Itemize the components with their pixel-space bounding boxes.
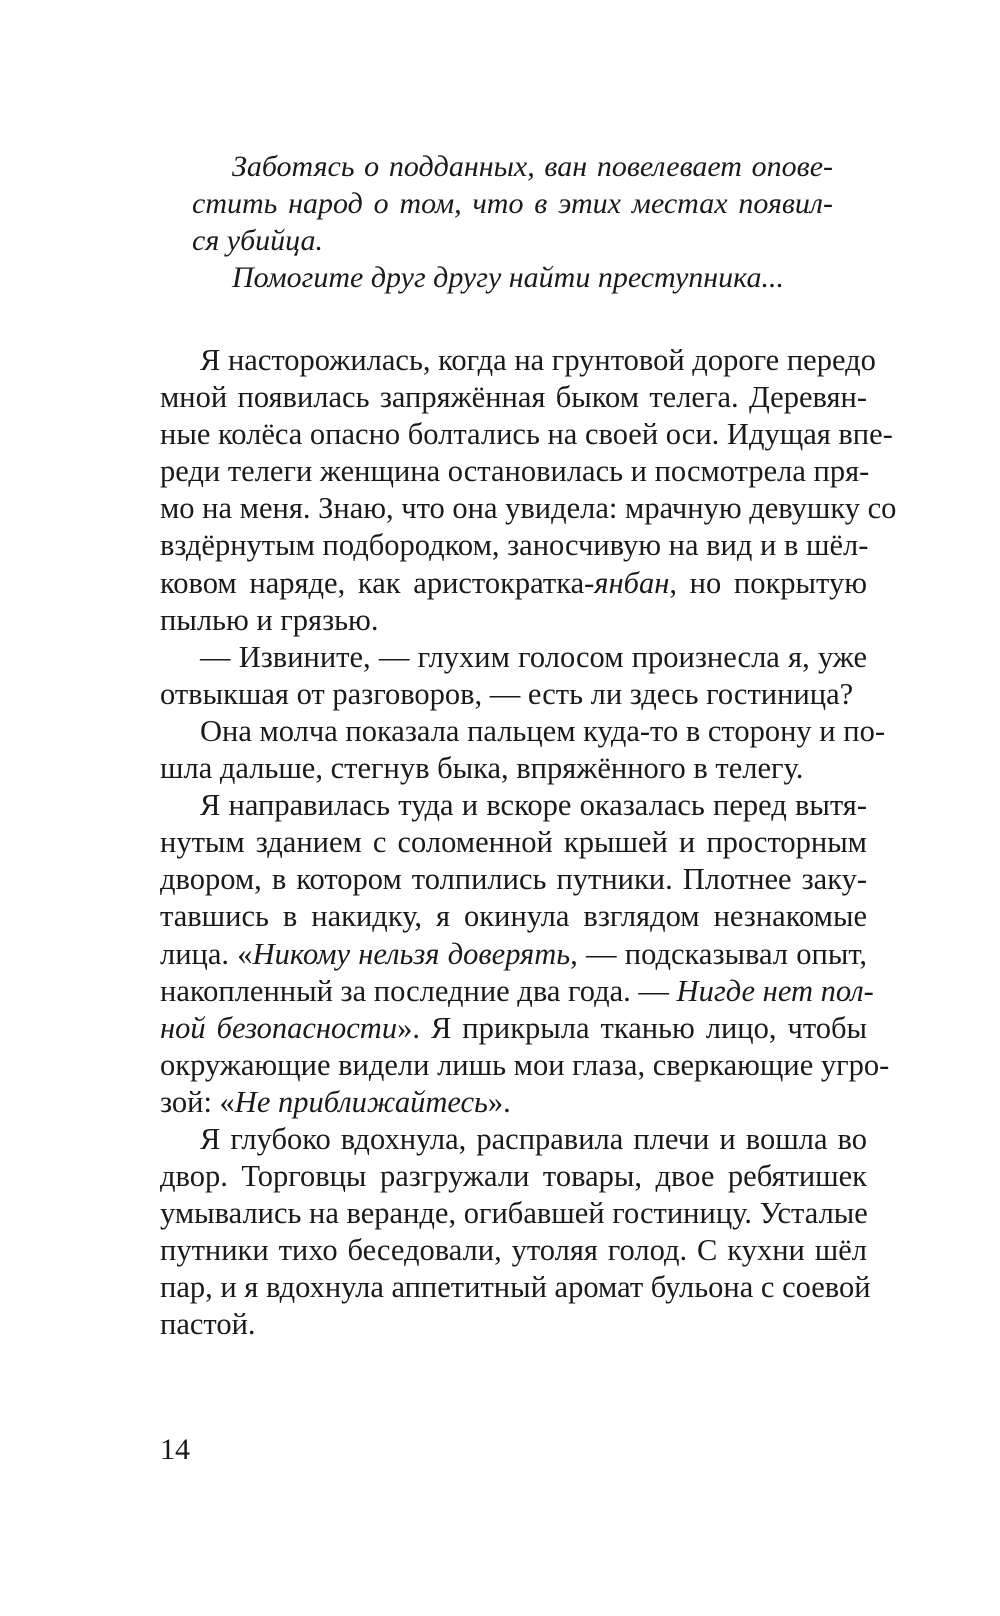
page-number: 14 [160,1433,190,1466]
paragraph-line: пылью и грязью. [160,602,379,637]
paragraph-line: пастой. [160,1307,256,1342]
paragraph-line: двором, в котором толпились путники. Плотнее заку- [160,862,867,897]
paragraph-line [160,565,867,602]
paragraph-line [160,1010,867,1047]
paragraph-line: окружающие видели лишь мои глаза, сверкающие угро- [160,1047,890,1082]
paragraph-line: Я насторожилась, когда на грунтовой дороге передо [200,343,876,377]
paragraph-line: Она молча показала пальцем куда-то в сторону и по- [200,713,885,748]
paragraph-line [160,936,867,973]
text-run: ». Я прикрыла тканью лицо, чтобы [397,1010,868,1045]
paragraph-line: пар, и я вдохнула аппетитный аромат бульона с соевой [160,1270,871,1305]
italic-term: янбан [594,565,670,600]
text-run: — подсказывал опыт, [577,936,868,971]
epigraph-line: стить народ о том, что в этих местах появил- [192,187,833,221]
text-run: зой: « [160,1084,235,1119]
italic-quote: Нигде нет пол- [676,973,874,1008]
epigraph-line: Заботясь о подданных, ван повелевает опове- [232,150,833,183]
paragraph-line: двор. Торговцы разгружали товары, двое ребятишек [160,1159,867,1194]
paragraph-line: — Извините, — глухим голосом произнесла я, уже [200,639,867,674]
paragraph-line: Я глубоко вдохнула, расправила плечи и вошла во [200,1121,867,1156]
text-run: накопленный за последние два года. — [160,973,677,1008]
paragraph-line: мной появилась запряжённая быком телега. Деревян- [160,380,867,415]
paragraph-line: отвыкшая от разговоров, — есть ли здесь гостиница? [160,676,854,711]
paragraph-line: шла дальше, стегнув быка, впряжённого в телегу. [160,751,804,786]
text-run: ковом наряде, как аристократка- [160,565,595,600]
paragraph-line: вздёрнутым подбородком, заносчивую на вид и в шёл- [160,528,869,563]
paragraph-line [160,973,874,1010]
body-text [160,342,897,1344]
text-run: ». [487,1084,511,1119]
paragraph-line: Я направилась туда и вскоре оказалась перед вытя- [200,788,867,823]
text-run: , но покрытую [669,565,867,600]
epigraph [192,148,833,296]
paragraph-line: тавшись в накидку, я окинула взглядом незнакомые [160,899,867,934]
paragraph-line [160,1084,867,1121]
epigraph-line: ся убийца. [192,224,324,258]
italic-quote: Никому нельзя доверять, [252,936,578,971]
paragraph-line: умывались на веранде, огибавшей гостиницу. Усталые [160,1196,868,1231]
paragraph-line: ные колёса опасно болтались на своей оси. Идущая впе- [160,417,893,452]
italic-quote: ной безопасности [160,1010,398,1045]
text-run: лица. « [160,936,253,971]
paragraph-line: нутым зданием с соломенной крышей и просторным [160,825,867,860]
epigraph-line: Помогите друг другу найти преступника... [232,261,784,295]
italic-quote: Не приближайтесь [234,1084,488,1119]
paragraph-line: реди телеги женщина остановилась и посмотрела пря- [160,454,870,489]
paragraph-line: путники тихо беседовали, утоляя голод. С кухни шёл [160,1233,867,1268]
paragraph-line: мо на меня. Знаю, что она увидела: мрачную девушку со [160,491,897,526]
